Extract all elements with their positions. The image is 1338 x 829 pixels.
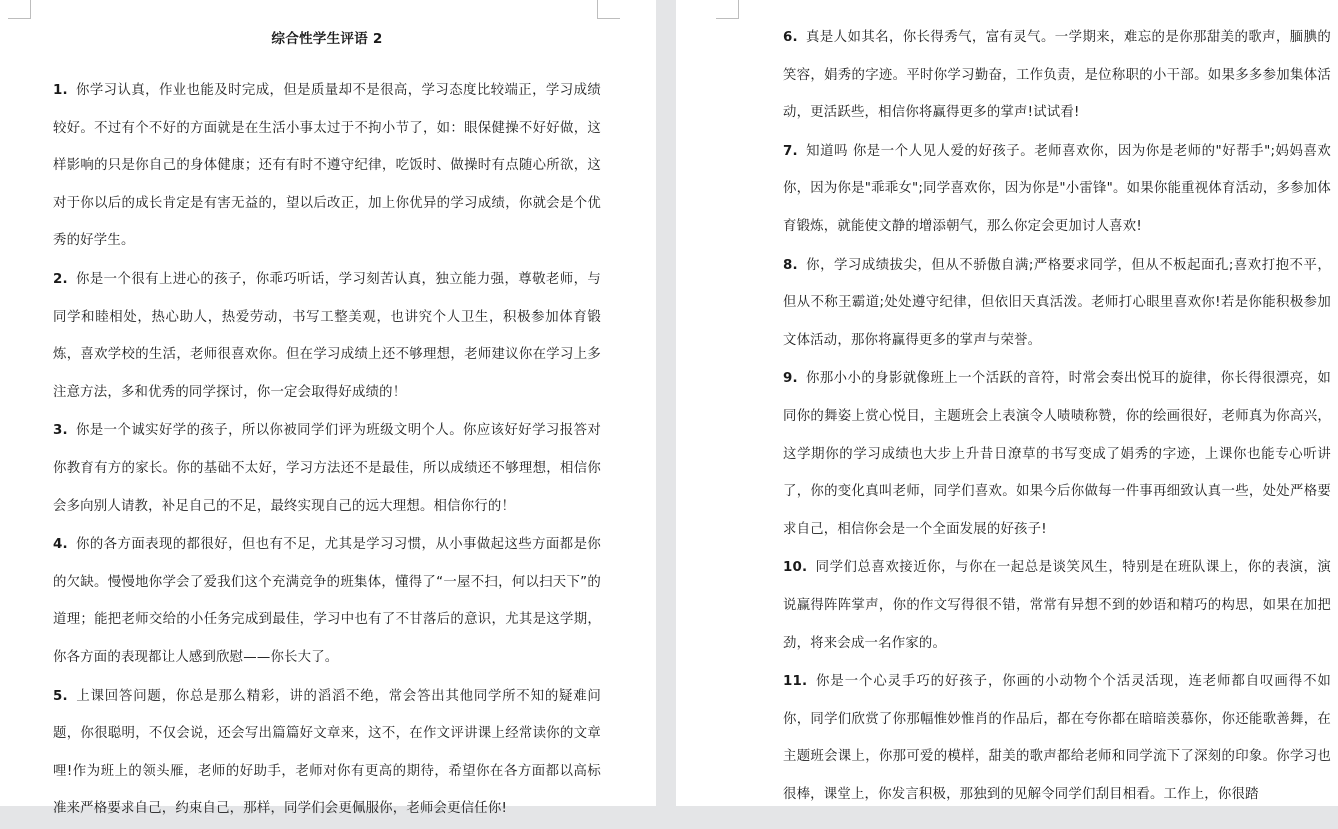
paragraph-text: 你是一个心灵手巧的好孩子，你画的小动物个个活灵活现，连老师都自叹画得不如你，同学们欣赏了你那幅惟妙惟肖的作品后，都在夸你都在暗暗羡慕你，你还能歌善舞，在主题班会课上，你那可爱的模样，甜美的歌声都给老师和同学流下了深刻的印象。你学习也很棒，课堂上，你发言积极，那独到的见解令同学们刮目相看。工作上，你很踏	[783, 674, 1331, 802]
page-content-left	[53, 0, 601, 829]
paragraph	[53, 412, 601, 525]
document-page-right	[676, 0, 1338, 806]
paragraph-list-left	[53, 72, 601, 828]
crop-mark-top-left	[8, 0, 31, 19]
paragraph	[783, 549, 1331, 662]
page-content-right	[783, 0, 1331, 814]
paragraph-number: 3.	[53, 423, 68, 439]
paragraph-number: 10.	[783, 560, 808, 576]
paragraph	[783, 360, 1331, 548]
document-page-left	[0, 0, 656, 817]
paragraph-text: 你那小小的身影就像班上一个活跃的音符，时常会奏出悦耳的旋律，你长得很漂亮，如同你的舞姿上赏心悦目，主题班会上表演令人啧啧称赞，你的绘画很好，老师真为你高兴，这学期你的学习成绩也大步上升昔日潦草的书写变成了娟秀的字迹，上课你也能专心听讲了，你的变化真叫老师，同学们喜欢。如果今后你做每一件事再细致认真一些，处处严格要求自己，相信你会是一个全面发展的好孩子!	[783, 371, 1331, 537]
paragraph	[53, 526, 601, 676]
paragraph-number: 9.	[783, 371, 798, 387]
paragraph-text: 你的各方面表现的都很好，但也有不足，尤其是学习习惯，从小事做起这些方面都是你的欠缺。慢慢地你学会了爱我们这个充满竞争的班集体，懂得了“一屋不扫，何以扫天下”的道理；能把老师交给的小任务完成到最佳，学习中也有了不甘落后的意识，尤其是这学期，你各方面的表现都让人感到欣慰——你长大了。	[53, 537, 601, 665]
paragraph	[53, 261, 601, 411]
paragraph-number: 1.	[53, 83, 68, 98]
paragraph-number: 2.	[53, 271, 68, 287]
crop-mark-top-left	[716, 0, 739, 19]
paragraph	[783, 663, 1331, 813]
paragraph-number: 8.	[783, 257, 798, 273]
paragraph	[53, 72, 601, 260]
paragraph	[783, 19, 1331, 132]
paragraph	[783, 133, 1331, 246]
paragraph	[53, 678, 601, 828]
paragraph-number: 7.	[783, 143, 798, 159]
paragraph	[783, 247, 1331, 360]
paragraph-text: 你，学习成绩拔尖，但从不骄傲自满;严格要求同学，但从不板起面孔;喜欢打抱不平，但从不称王霸道;处处遵守纪律，但依旧天真活泼。老师打心眼里喜欢你!若是你能积极参加文体活动，那你将赢得更多的掌声与荣誉。	[783, 257, 1331, 348]
paragraph-text: 知道吗 你是一个人见人爱的好孩子。老师喜欢你，因为你是老师的"好帮手";妈妈喜欢你，因为你是"乖乖女";同学喜欢你，因为你是"小雷锋"。如果你能重视体育活动，多参加体育锻炼，就能使文静的增添朝气，那么你定会更加讨人喜欢!	[783, 143, 1331, 234]
paragraph-text: 你是一个诚实好学的孩子，所以你被同学们评为班级文明个人。你应该好好学习报答对你教育有方的家长。你的基础不太好，学习方法还不是最佳，所以成绩还不够理想，相信你会多向别人请教，补足自己的不足，最终实现自己的远大理想。相信你行的！	[53, 423, 601, 514]
paragraph-number: 4.	[53, 537, 68, 553]
paragraph-number: 6.	[783, 30, 798, 45]
paragraph-number: 11.	[783, 674, 808, 690]
document-title: 综合性学生评语 2	[271, 31, 383, 47]
paragraph-list-right	[783, 19, 1331, 813]
paragraph-text: 你学习认真，作业也能及时完成，但是质量却不是很高，学习态度比较端正，学习成绩较好。不过有个不好的方面就是在生活小事太过于不拘小节了，如：眼保健操不好好做，这样影响的只是你自己的身体健康；还有有时不遵守纪律，吃饭时、做操时有点随心所欲，这对于你以后的成长肯定是有害无益的，望以后改正，加上你优异的学习成绩，你就会是个优秀的好学生。	[53, 83, 601, 249]
paragraph-text: 同学们总喜欢接近你，与你在一起总是谈笑风生，特别是在班队课上，你的表演，演说赢得阵阵掌声，你的作文写得很不错，常常有异想不到的妙语和精巧的构思，如果在加把劲，将来会成一名作家的。	[783, 560, 1331, 651]
paragraph-number: 5.	[53, 688, 68, 704]
paragraph-text: 上课回答问题，你总是那么精彩，讲的滔滔不绝，常会答出其他同学所不知的疑难问题，你很聪明，不仅会说，还会写出篇篇好文章来，这不，在作文评讲课上经常读你的文章哩!作为班上的领头雁，老师的好助手，老师对你有更高的期待，希望你在各方面都以高标准来严格要求自己，约束自己，那样，同学们会更佩服你，老师会更信任你!	[53, 688, 601, 817]
paragraph-text: 真是人如其名，你长得秀气，富有灵气。一学期来，难忘的是你那甜美的歌声，腼腆的笑容，娟秀的字迹。平时你学习勤奋，工作负责，是位称职的小干部。如果多多参加集体活动，更活跃些，相信你将赢得更多的掌声!试试看!	[783, 30, 1331, 121]
paragraph-text: 你是一个很有上进心的孩子，你乖巧听话，学习刻苦认真，独立能力强，尊敬老师，与同学和睦相处，热心助人，热爱劳动，书写工整美观，也讲究个人卫生，积极参加体育锻炼，喜欢学校的生活，老师很喜欢你。但在学习成绩上还不够理想，老师建议你在学习上多注意方法，多和优秀的同学探讨，你一定会取得好成绩的！	[53, 271, 601, 400]
